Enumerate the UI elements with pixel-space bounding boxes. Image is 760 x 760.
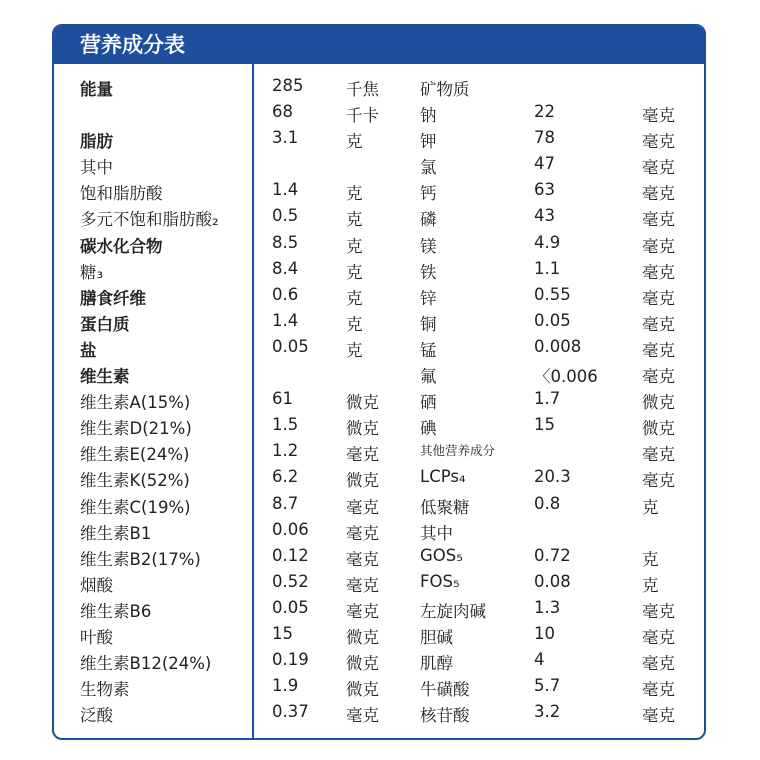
mineral-name: 锌 (420, 288, 437, 308)
nutrient-name: 多元不饱和脂肪酸₂ (80, 210, 219, 230)
mineral-name: 镁 (420, 236, 437, 256)
nutrient-amount: 8.7 (272, 493, 299, 513)
mineral-name: 铁 (420, 262, 437, 282)
table-row (54, 204, 704, 230)
nutrient-amount: 3.1 (272, 128, 299, 148)
mineral-amount: 1.7 (534, 389, 561, 409)
table-row (54, 283, 704, 309)
mineral-unit: 微克 (642, 393, 675, 413)
mineral-name: 氯 (420, 158, 437, 178)
table-row (54, 648, 704, 674)
mineral-amount: 0.72 (534, 545, 571, 565)
nutrient-unit: 微克 (346, 419, 379, 439)
nutrient-unit: 克 (346, 288, 363, 308)
nutrient-name: 维生素E(24%) (80, 445, 190, 465)
table-row (54, 100, 704, 126)
mineral-amount: 4 (534, 650, 545, 670)
mineral-unit: 毫克 (642, 184, 675, 204)
mineral-unit: 毫克 (642, 680, 675, 700)
mineral-unit: 克 (642, 575, 659, 595)
mineral-unit: 毫克 (642, 210, 675, 230)
mineral-name: 左旋肉碱 (420, 601, 486, 621)
table-row (54, 178, 704, 204)
table-row (54, 596, 704, 622)
nutrient-unit: 克 (346, 262, 363, 282)
mineral-amount: 〈0.006 (534, 367, 598, 387)
mineral-unit: 毫克 (642, 132, 675, 152)
nutrient-amount: 0.52 (272, 571, 309, 591)
nutrient-name: 维生素 (80, 367, 130, 387)
nutrient-unit: 克 (346, 236, 363, 256)
nutrient-amount: 285 (272, 76, 304, 95)
nutrient-amount: 1.4 (272, 310, 299, 330)
nutrition-table (54, 74, 704, 726)
nutrient-name: 生物素 (80, 680, 130, 700)
panel-title: 营养成分表 (54, 26, 704, 64)
mineral-unit: 毫克 (642, 158, 675, 178)
mineral-unit: 毫克 (642, 601, 675, 621)
nutrient-name: 维生素B1 (80, 523, 152, 543)
mineral-unit: 毫克 (642, 367, 675, 387)
table-row (54, 309, 704, 335)
mineral-name: 氟 (420, 367, 437, 387)
mineral-amount: 15 (534, 415, 555, 435)
mineral-unit: 毫克 (642, 340, 675, 360)
table-row (54, 465, 704, 491)
mineral-name: FOS₅ (420, 571, 460, 591)
nutrient-amount: 1.9 (272, 676, 299, 696)
nutrient-name: 膳食纤维 (80, 288, 146, 308)
nutrient-amount: 6.2 (272, 467, 299, 487)
mineral-name: 其中 (420, 523, 453, 543)
mineral-name: GOS₅ (420, 545, 463, 565)
nutrient-name: 其中 (80, 158, 113, 178)
nutrient-amount: 0.05 (272, 336, 309, 356)
nutrient-amount: 1.2 (272, 441, 299, 461)
nutrient-name: 维生素B12(24%) (80, 654, 212, 674)
nutrient-unit: 千卡 (346, 106, 379, 126)
mineral-amount: 1.3 (534, 597, 561, 617)
nutrient-unit: 克 (346, 340, 363, 360)
nutrient-name: 蛋白质 (80, 314, 130, 334)
mineral-unit: 克 (642, 549, 659, 569)
nutrient-unit: 毫克 (346, 523, 379, 543)
mineral-name: 肌醇 (420, 654, 453, 674)
nutrient-amount: 0.6 (272, 284, 299, 304)
mineral-name: 牛磺酸 (420, 680, 470, 700)
nutrient-amount: 0.37 (272, 702, 309, 722)
mineral-unit: 毫克 (642, 262, 675, 282)
table-row (54, 544, 704, 570)
mineral-name: 低聚糖 (420, 497, 470, 517)
mineral-amount: 10 (534, 623, 555, 643)
table-row (54, 700, 704, 726)
mineral-unit: 克 (642, 497, 659, 517)
nutrient-unit: 微克 (346, 680, 379, 700)
mineral-name: 碘 (420, 419, 437, 439)
table-row (54, 335, 704, 361)
mineral-amount: 0.08 (534, 571, 571, 591)
mineral-unit: 毫克 (642, 236, 675, 256)
table-row (54, 674, 704, 700)
nutrient-unit: 毫克 (346, 575, 379, 595)
nutrient-unit: 克 (346, 210, 363, 230)
table-row (54, 126, 704, 152)
mineral-amount: 63 (534, 180, 555, 200)
mineral-amount: 43 (534, 206, 555, 226)
mineral-unit: 微克 (642, 419, 675, 439)
mineral-unit: 毫克 (642, 706, 675, 726)
mineral-unit: 毫克 (642, 445, 675, 465)
nutrient-name: 烟酸 (80, 575, 113, 595)
mineral-amount: 20.3 (534, 467, 571, 487)
nutrient-unit: 毫克 (346, 601, 379, 621)
mineral-name: 锰 (420, 340, 437, 360)
mineral-name: 钾 (420, 132, 437, 152)
nutrient-amount: 8.5 (272, 232, 299, 252)
nutrient-name: 能量 (80, 80, 113, 99)
mineral-name: 磷 (420, 210, 437, 230)
nutrient-name: 维生素C(19%) (80, 497, 191, 517)
nutrient-unit: 千焦 (346, 80, 379, 99)
table-row (54, 231, 704, 257)
mineral-amount: 4.9 (534, 232, 561, 252)
nutrient-unit: 微克 (346, 471, 379, 491)
mineral-amount: 0.55 (534, 284, 571, 304)
nutrient-name: 维生素B6 (80, 601, 152, 621)
nutrient-name: 碳水化合物 (80, 236, 163, 256)
nutrient-unit: 克 (346, 184, 363, 204)
nutrient-amount: 0.5 (272, 206, 299, 226)
mineral-unit: 毫克 (642, 314, 675, 334)
nutrient-name: 维生素K(52%) (80, 471, 190, 491)
nutrient-name: 维生素D(21%) (80, 419, 192, 439)
nutrient-name: 饱和脂肪酸 (80, 184, 163, 204)
mineral-name: 钙 (420, 184, 437, 204)
table-row (54, 492, 704, 518)
nutrient-unit: 克 (346, 314, 363, 334)
nutrient-unit: 微克 (346, 654, 379, 674)
mineral-amount: 5.7 (534, 676, 561, 696)
nutrient-amount: 68 (272, 102, 293, 122)
nutrient-name: 脂肪 (80, 132, 113, 152)
mineral-name: 核苷酸 (420, 706, 470, 726)
table-row (54, 622, 704, 648)
nutrition-panel (52, 24, 706, 740)
nutrient-amount: 15 (272, 623, 293, 643)
table-row (54, 439, 704, 465)
nutrient-amount: 0.12 (272, 545, 309, 565)
mineral-amount: 0.05 (534, 310, 571, 330)
table-row (54, 570, 704, 596)
table-row (54, 413, 704, 439)
mineral-name: 硒 (420, 393, 437, 413)
table-row (54, 387, 704, 413)
nutrient-name: 糖₃ (80, 262, 104, 282)
mineral-unit: 毫克 (642, 654, 675, 674)
nutrient-amount: 0.05 (272, 597, 309, 617)
nutrient-unit: 克 (346, 132, 363, 152)
mineral-name: 其他营养成分 (420, 443, 496, 459)
mineral-unit: 毫克 (642, 627, 675, 647)
nutrient-amount: 61 (272, 389, 293, 409)
nutrient-unit: 微克 (346, 627, 379, 647)
mineral-name: 钠 (420, 106, 437, 126)
table-row (54, 361, 704, 387)
mineral-amount: 0.8 (534, 493, 561, 513)
mineral-unit: 毫克 (642, 471, 675, 491)
mineral-amount: 3.2 (534, 702, 561, 722)
table-row (54, 152, 704, 178)
nutrient-unit: 毫克 (346, 445, 379, 465)
nutrient-amount: 8.4 (272, 258, 299, 278)
nutrient-name: 盐 (80, 340, 97, 360)
mineral-name: 矿物质 (420, 80, 470, 99)
nutrient-name: 泛酸 (80, 706, 113, 726)
mineral-amount: 47 (534, 154, 555, 174)
mineral-amount: 78 (534, 128, 555, 148)
table-row (54, 74, 704, 100)
mineral-name: 铜 (420, 314, 437, 334)
nutrient-amount: 1.4 (272, 180, 299, 200)
mineral-unit: 毫克 (642, 106, 675, 126)
nutrient-amount: 0.19 (272, 650, 309, 670)
nutrient-name: 维生素A(15%) (80, 393, 191, 413)
nutrient-name: 维生素B2(17%) (80, 549, 201, 569)
table-row (54, 257, 704, 283)
nutrient-amount: 1.5 (272, 415, 299, 435)
mineral-unit: 毫克 (642, 288, 675, 308)
mineral-name: 胆碱 (420, 627, 453, 647)
nutrient-unit: 毫克 (346, 497, 379, 517)
mineral-amount: 22 (534, 102, 555, 122)
nutrient-amount: 0.06 (272, 519, 309, 539)
mineral-amount: 0.008 (534, 336, 582, 356)
mineral-name: LCPs₄ (420, 467, 466, 487)
nutrient-name: 叶酸 (80, 627, 113, 647)
nutrient-unit: 毫克 (346, 549, 379, 569)
table-row (54, 518, 704, 544)
nutrient-unit: 毫克 (346, 706, 379, 726)
nutrient-unit: 微克 (346, 393, 379, 413)
mineral-amount: 1.1 (534, 258, 561, 278)
